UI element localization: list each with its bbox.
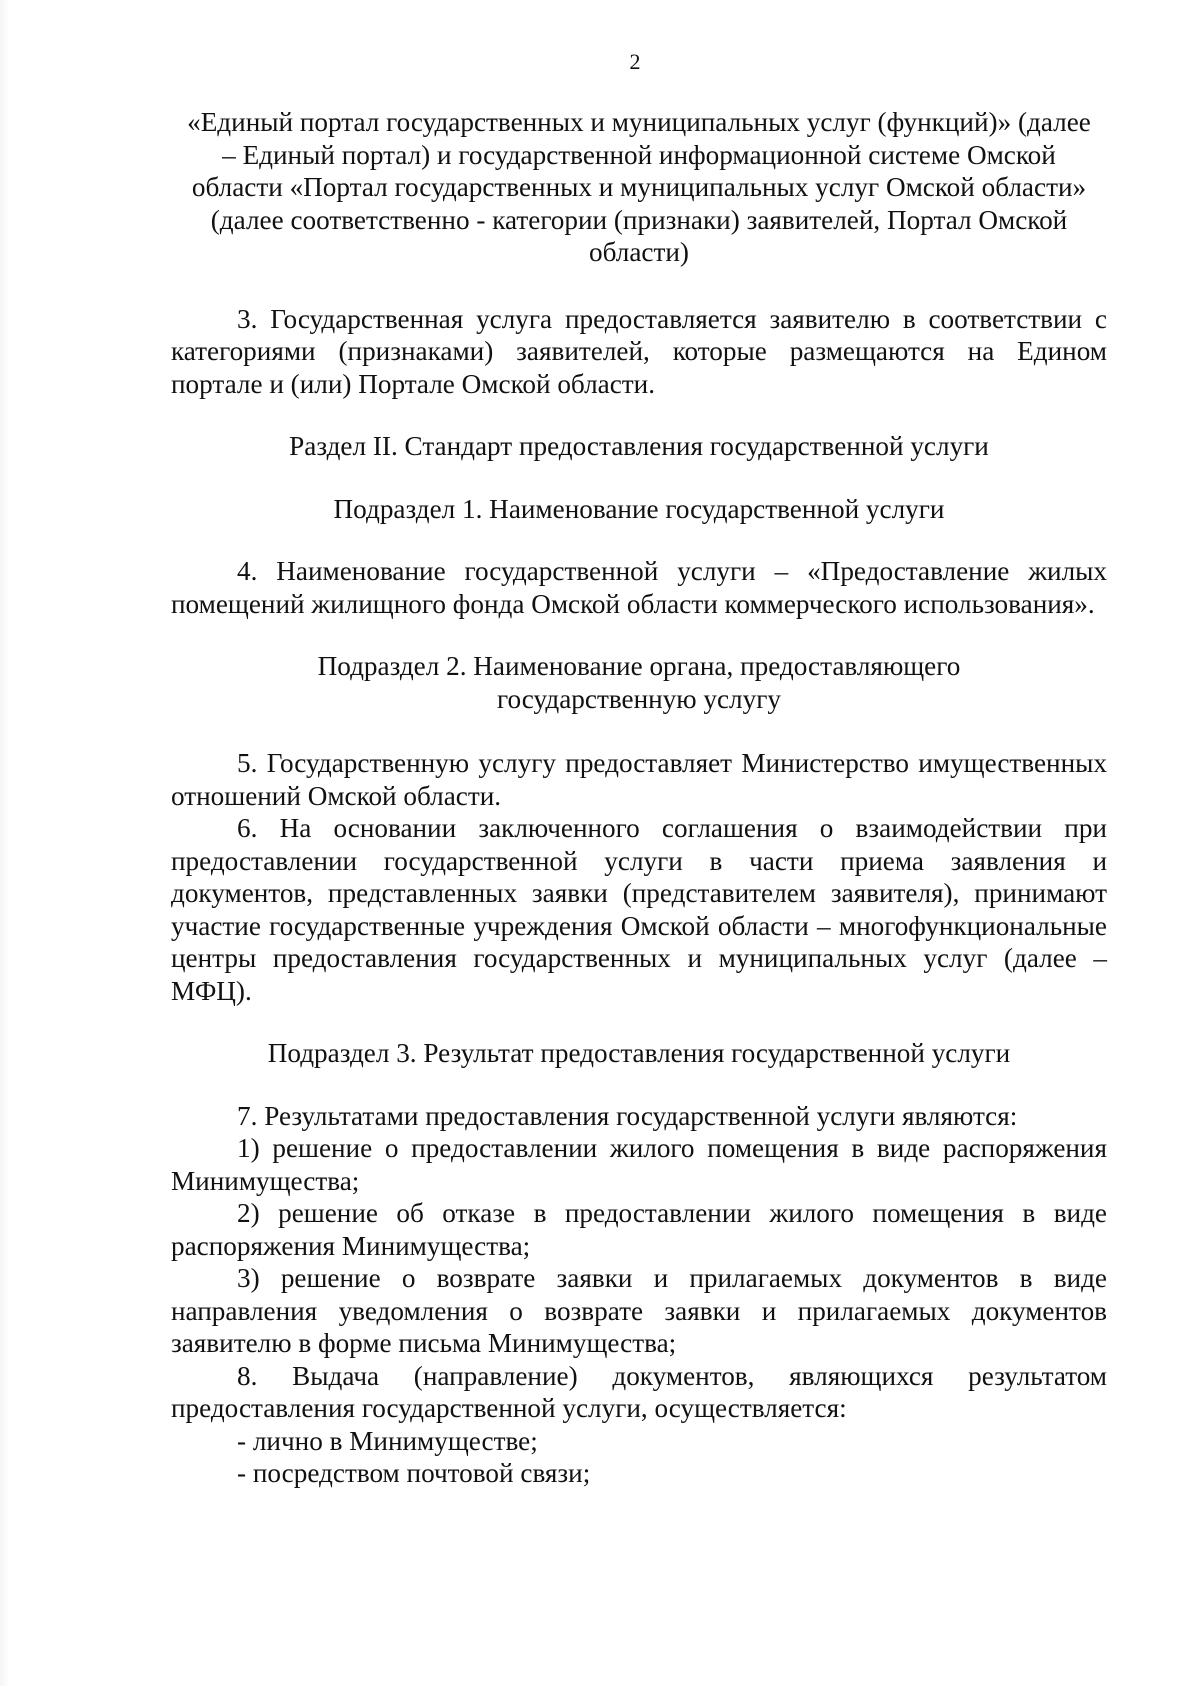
- page-number: 2: [629, 49, 641, 74]
- paragraph-8: 8. Выдача (направление) документов, являющихся результатом предоставления государственной услуги, осуществляется:: [171, 1360, 1107, 1423]
- paragraph-7: 7. Результатами предоставления государственной услуги являются:: [237, 1100, 1018, 1131]
- paragraph-4: 4. Наименование государственной услуги – «Предоставление жилых помещений жилищного фонда Омской области коммерческого использования».: [171, 556, 1107, 619]
- document-body: [171, 106, 1107, 1490]
- subsection-2-title-line: государственную услугу: [497, 683, 781, 714]
- subsection-1-title: Подраздел 1. Наименование государственной услуги: [333, 493, 945, 524]
- intro-line: (далее соответственно - категории (признаки) заявителей, Портал Омской: [210, 204, 1068, 235]
- paragraph-8-item: - лично в Минимуществе;: [237, 1425, 538, 1456]
- subsection-3-title: Подраздел 3. Результат предоставления государственной услуги: [267, 1038, 1011, 1068]
- paragraph-8-item: - посредством почтовой связи;: [237, 1458, 591, 1488]
- paragraph-5: 5. Государственную услугу предоставляет Министерство имущественных отношений Омской области.: [171, 748, 1107, 811]
- intro-line: области «Портал государственных и муниципальных услуг Омской области»: [191, 172, 1087, 202]
- intro-line: области): [589, 237, 689, 267]
- paragraph-7-item: 1) решение о предоставлении жилого помещения в виде распоряжения Минимущества;: [171, 1133, 1107, 1196]
- subsection-2-title-line: Подраздел 2. Наименование органа, предоставляющего: [317, 651, 961, 681]
- intro-line: – Единый портал) и государственной информационной системе Омской: [222, 139, 1056, 170]
- section-2-title: Раздел II. Стандарт предоставления государственной услуги: [289, 431, 989, 461]
- paragraph-7-item: 2) решение об отказе в предоставлении жилого помещения в виде распоряжения Минимущества;: [171, 1198, 1107, 1261]
- left-edge-shade: [0, 0, 10, 1686]
- paragraph-3: 3. Государственная услуга предоставляется заявителю в соответствии с категориями (признаками) заявителей, которые размещаются на Едином портале и (или) Портале Омской области.: [171, 303, 1107, 399]
- intro-paragraph: [171, 106, 1107, 269]
- subsection-2-title: [171, 650, 1107, 715]
- paragraph-7-item: 3) решение о возврате заявки и прилагаемых документов в виде направления уведомления о возврате заявки и прилагаемых документов заявителю в форме письма Минимущества;: [171, 1263, 1107, 1358]
- paragraph-6: 6. На основании заключенного соглашения о взаимодействии при предоставлении государственной услуги в части приема заявления и документов, представленных заявки (представителем заявителя), принимают участие государственные учреждения Омской области – многофункциональные центры предоставления государственных и муниципальных услуг (далее – МФЦ).: [171, 813, 1107, 1006]
- intro-line: «Единый портал государственных и муниципальных услуг (функций)» (далее: [187, 107, 1091, 137]
